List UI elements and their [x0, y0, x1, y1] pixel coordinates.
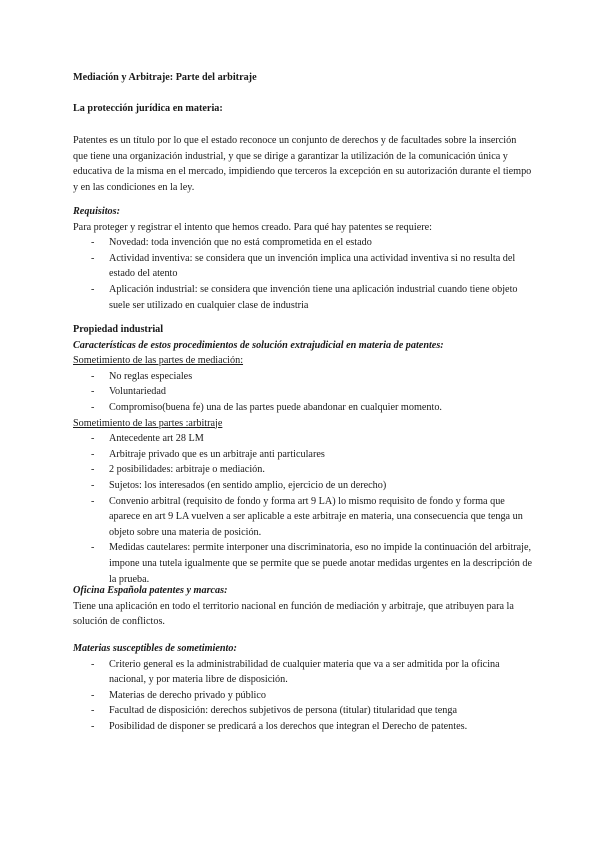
list-item: - Sujetos: los interesados (en sentido amplio, ejercicio de un derecho) — [73, 478, 533, 494]
requisitos-heading: Requisitos: — [73, 206, 120, 217]
requisitos-intro: Para proteger y registrar el intento que hemos creado. Para qué hay patentes se requiere: — [73, 221, 432, 233]
list-item: - Compromiso(buena fe) una de las partes puede abandonar en cualquier momento. — [73, 400, 533, 416]
proteccion-heading: La protección jurídica en materia: — [73, 103, 223, 114]
list-item: - Convenio arbitral (requisito de fondo y forma art 9 LA) lo mismo requisito de fondo y forma que aparece en art 9 LA vuelven a ser aplicable a este arbitraje en materia, una consecuencia que tenga un objeto sobre una materia de posición. — [73, 494, 533, 541]
list-item: - Medidas cautelares: permite interponer una discriminatoria, eso no impide la continuación del arbitraje, impone una tutela igualmente que se permite que se puede anotar medidas urgentes en la descripción de la prueba. — [73, 540, 533, 587]
materias-section — [73, 641, 533, 735]
list-item: - Materias de derecho privado y público — [73, 688, 533, 704]
list-item: - Voluntariedad — [73, 384, 533, 400]
list-item: - Novedad: toda invención que no está comprometida en el estado — [73, 235, 533, 251]
oficina-paragraph: Tiene una aplicación en todo el territorio nacional en función de mediación y arbitraje, que atribuyen para la solución de conflictos. — [73, 600, 514, 628]
list-item: - No reglas especiales — [73, 369, 533, 385]
materias-heading: Materias susceptibles de sometimiento: — [73, 643, 237, 654]
list-item: - Antecedente art 28 LM — [73, 431, 533, 447]
requisitos-list — [73, 235, 533, 313]
propiedad-section — [73, 322, 533, 587]
document-title: Mediación y Arbitraje: Parte del arbitraje — [73, 72, 257, 83]
materias-list — [73, 657, 533, 735]
mediacion-label: Sometimiento de las partes de mediación: — [73, 355, 244, 367]
list-item: - Posibilidad de disponer se predicará a los derechos que integran el Derecho de patentes. — [73, 719, 533, 735]
list-item: - Arbitraje privado que es un arbitraje anti particulares — [73, 447, 533, 463]
list-item: - Criterio general es la administrabilidad de cualquier materia que va a ser admitida por la oficina nacional, y por materia libre de disposición. — [73, 657, 533, 688]
list-item: - Actividad inventiva: se considera que un invención implica una actividad inventiva si no resulta del estado del atento — [73, 251, 533, 282]
list-item: - 2 posibilidades: arbitraje o mediación. — [73, 462, 533, 478]
mediacion-list — [73, 369, 533, 416]
requisitos-section — [73, 204, 533, 313]
list-item: - Facultad de disposición: derechos subjetivos de persona (titular) titularidad que tenga — [73, 703, 533, 719]
list-item: - Aplicación industrial: se considera que invención tiene una aplicación industrial cuando tiene objeto suele ser utilizado en cualquier clase de industria — [73, 282, 533, 313]
oficina-heading: Oficina Española patentes y marcas: — [73, 585, 228, 596]
proteccion-paragraph: Patentes es un título por lo que el estado reconoce un conjunto de derechos y de facultades sobre la inserción que tiene una organización industrial, y que se dirige a garantizar la utilización de la comunicación única y educativa de la misma en el mercado, impidiendo que terceros la excepción en su autorización durante el tiempo y en las condiciones en la ley. — [73, 135, 532, 193]
arbitraje-label: Sometimiento de las partes :arbitraje — [73, 417, 223, 429]
arbitraje-list — [73, 431, 533, 587]
propiedad-heading: Propiedad industrial — [73, 324, 164, 335]
oficina-section — [73, 583, 533, 630]
propiedad-subheading: Características de estos procedimientos de solución extrajudicial en materia de patentes: — [73, 339, 444, 351]
